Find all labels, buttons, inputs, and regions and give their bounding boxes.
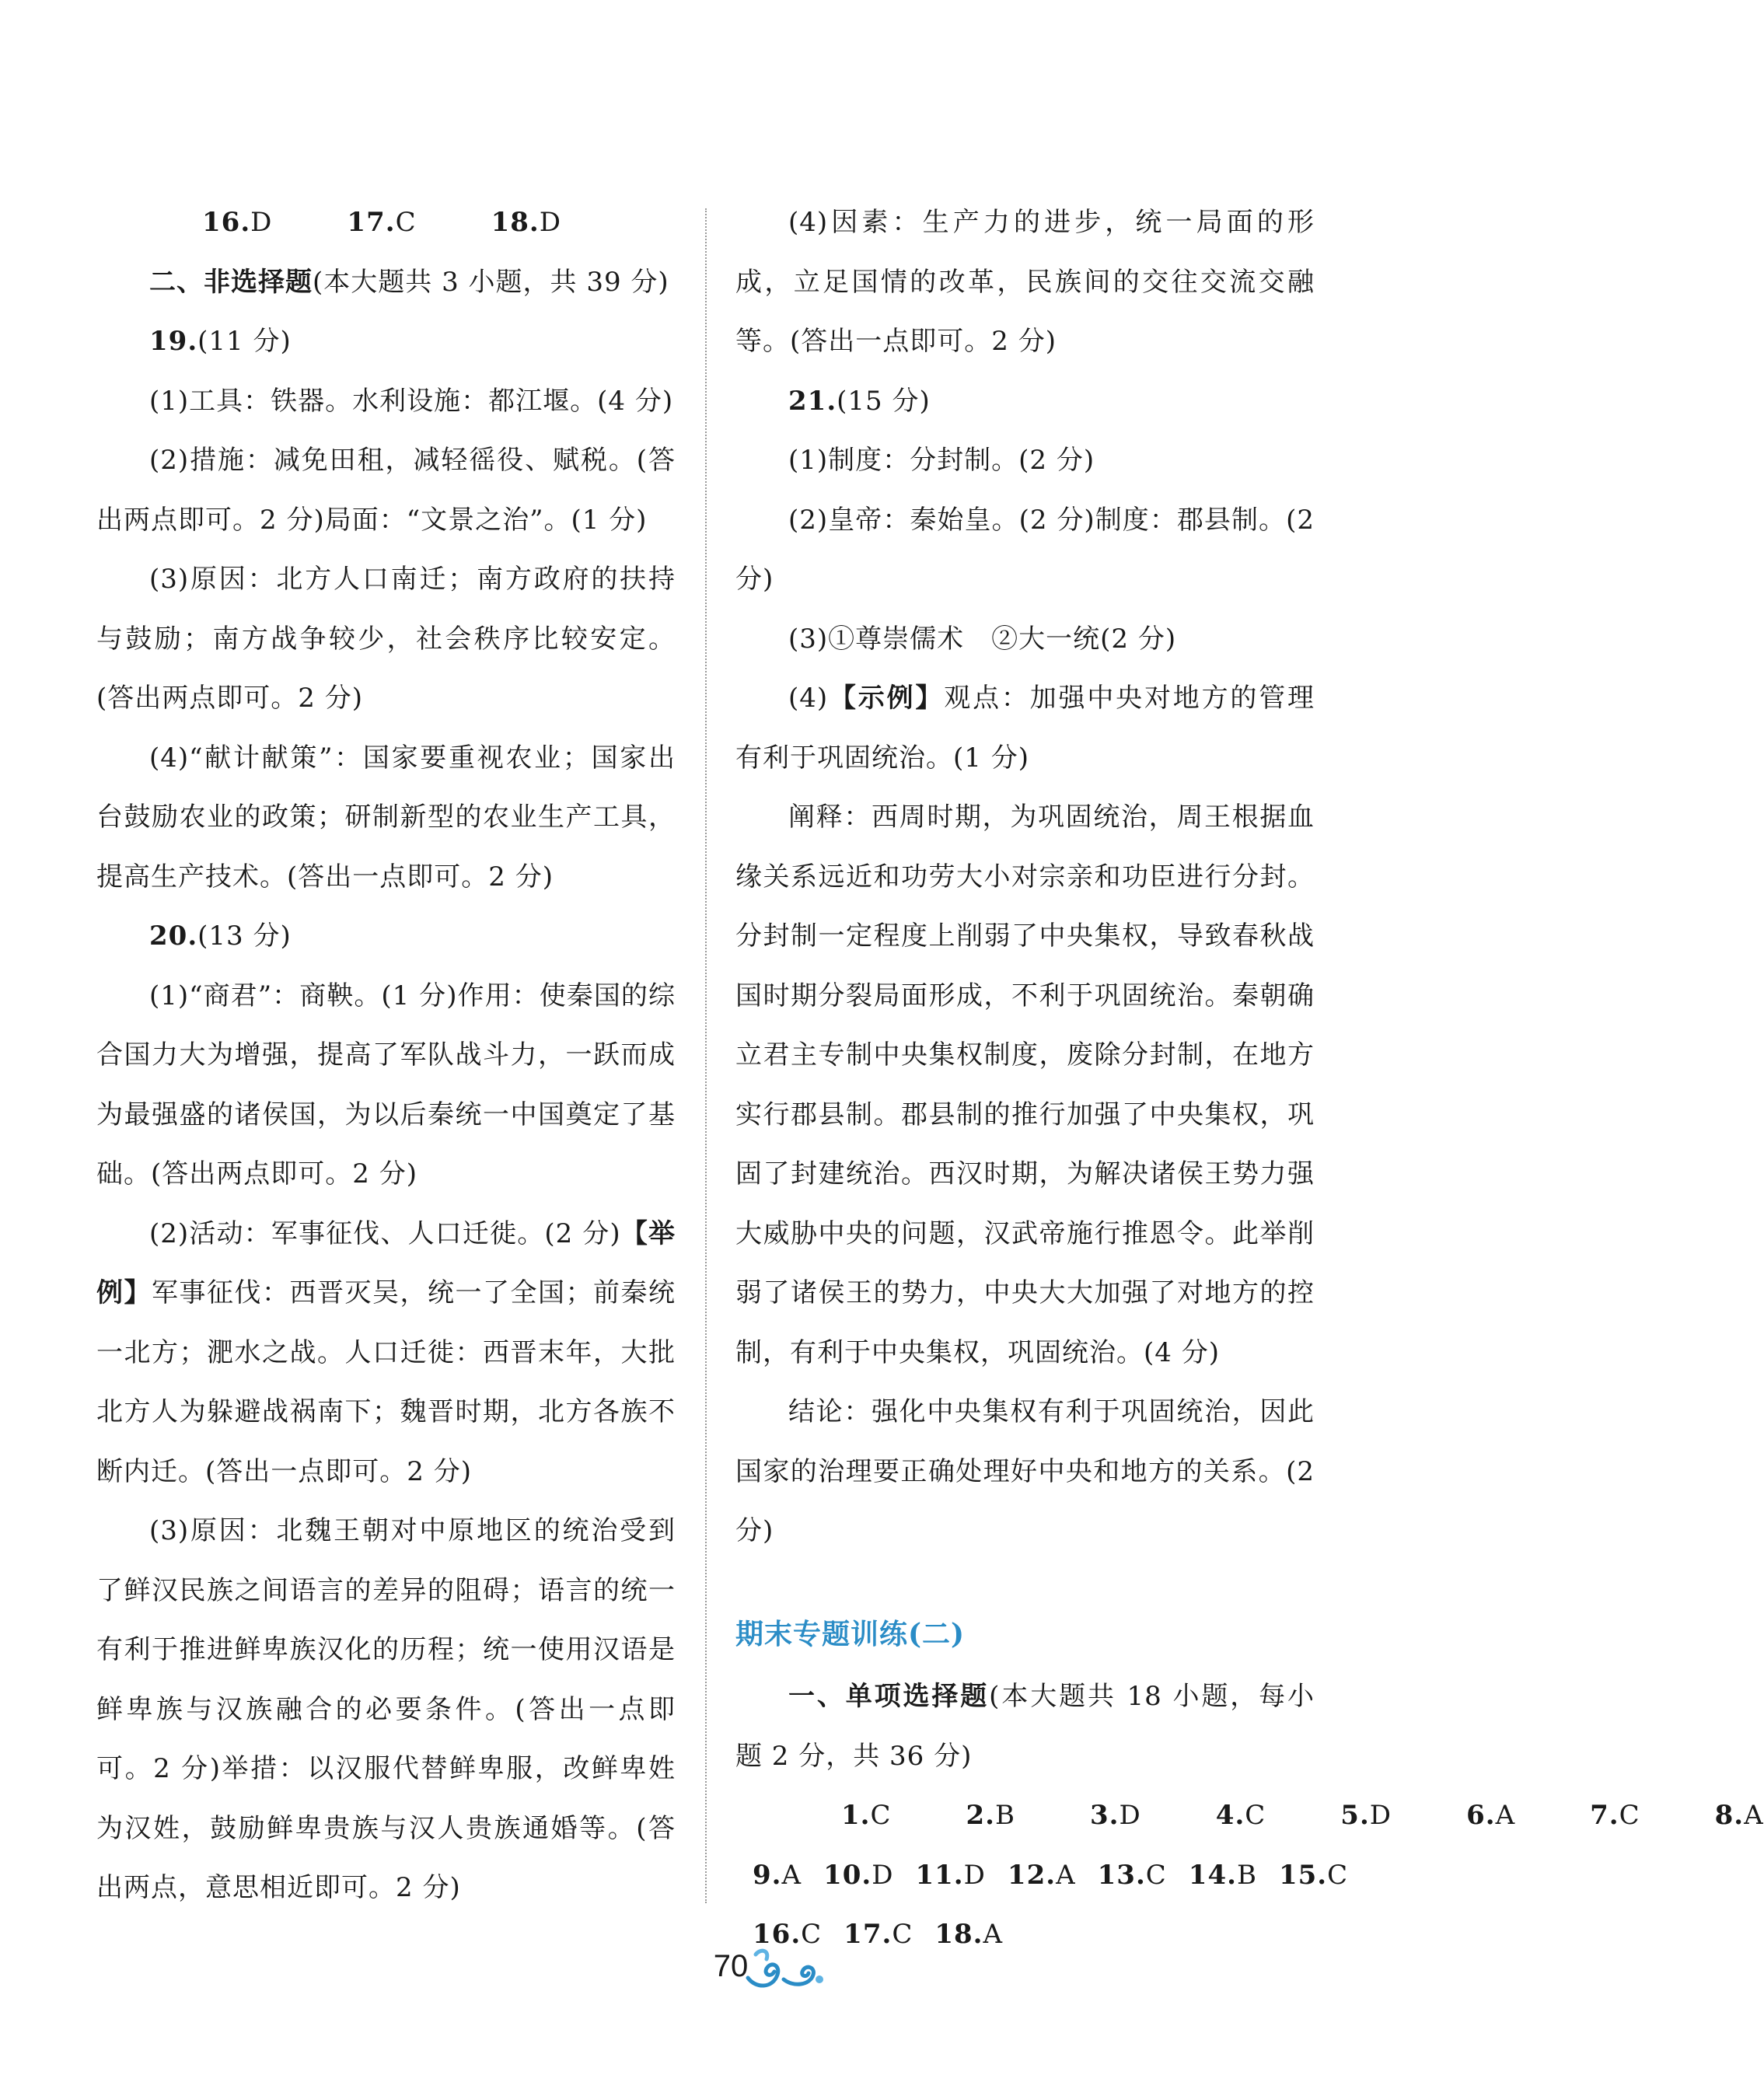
q19-part1: (1)工具：铁器。水利设施：都江堰。(4 分) [149, 385, 674, 417]
swirl-logo-icon [739, 1944, 840, 1990]
answer-item: 17.C [347, 207, 417, 238]
answer-row-16-18 [96, 193, 676, 253]
q21-part2: (2)皇帝：秦始皇。(2 分)制度：郡县制。(2 分) [735, 504, 1315, 595]
answer-item: 15.C [1278, 1859, 1349, 1891]
q21-explanation: 阐释：西周时期，为巩固统治，周王根据血缘关系远近和功劳大小对宗亲和功臣进行分封。分封制一定程度上削弱了中央集权，导致春秋战国时期分裂局面形成，不利于巩固统治。秦朝确立君主专制中央集权制度，废除分封制，在地方实行郡县制。郡县制的推行加强了中央集权，巩固了封建统治。西汉时期，为解决诸侯王势力强大威胁中央的问题，汉武帝施行推恩令。此举削弱了诸侯王的势力，中央大大加强了对地方的控制，有利于中央集权，巩固统治。(4 分) [735, 802, 1315, 1368]
section-heading-nonchoice: 二、非选择题(本大题共 3 小题，共 39 分) [149, 266, 669, 298]
answer-row-9-15 [735, 1846, 1349, 1906]
answer-item: 14.B [1188, 1859, 1257, 1891]
answer-item: 17.C [844, 1919, 913, 1950]
q19-part2: (2)措施：减免田租，减轻徭役、赋税。(答出两点即可。2 分)局面：“文景之治”。(1 分) [96, 445, 676, 536]
q20-part4: (4)因素：生产力的进步，统一局面的形成，立足国情的改革，民族间的交往交流交融等。(答出一点即可。2 分) [735, 207, 1315, 357]
q21-part1: (1)制度：分封制。(2 分) [788, 445, 1095, 476]
answer-item: 10.D [823, 1859, 894, 1891]
q21-part3: (3)①尊崇儒术 ②大一统(2 分) [788, 623, 1177, 655]
left-column [96, 193, 676, 1918]
answer-item: 18.D [491, 207, 562, 238]
question-20-heading: 20.(13 分) [149, 920, 292, 952]
q21-conclusion: 结论：强化中央集权有利于巩固统治，因此国家的治理要正确处理好中央和地方的关系。(2 分) [735, 1396, 1315, 1546]
q20-part1: (1)“商君”：商鞅。(1 分)作用：使秦国的综合国力大为增强，提高了军队战斗力，一跃而成为最强盛的诸侯国，为以后秦统一中国奠定了基础。(答出两点即可。2 分) [96, 980, 676, 1189]
answer-item: 7.C [1590, 1800, 1640, 1831]
answer-item: 3.D [1090, 1800, 1141, 1831]
answer-row-1-8 [735, 1786, 1764, 1846]
section-heading-choice: 一、单项选择题(本大题共 18 小题，每小题 2 分，共 36 分) [735, 1681, 1315, 1772]
column-divider [705, 208, 707, 1903]
answer-item: 16.D [202, 207, 273, 238]
answer-item: 9.A [753, 1859, 802, 1891]
answer-item: 12.A [1007, 1859, 1076, 1891]
answer-item: 13.C [1097, 1859, 1167, 1891]
answer-item: 5.D [1340, 1800, 1392, 1831]
answer-item: 8.A [1714, 1800, 1764, 1831]
question-19-heading: 19.(11 分) [149, 326, 292, 357]
page-number: 70 [713, 1949, 749, 1983]
q19-part3: (3)原因：北方人口南迁；南方政府的扶持与鼓励；南方战争较少，社会秩序比较安定。(答出两点即可。2 分) [96, 564, 676, 714]
q19-part4: (4)“献计献策”：国家要重视农业；国家出台鼓励农业的政策；研制新型的农业生产工具，提高生产技术。(答出一点即可。2 分) [96, 742, 676, 893]
answer-item: 11.D [915, 1859, 986, 1891]
q20-part2: (2)活动：军事征伐、人口迁徙。(2 分)【举例】军事征伐：西晋灭吴，统一了全国；前秦统一北方；淝水之战。人口迁徙：西晋末年，大批北方人为躲避战祸南下；魏晋时期，北方各族不断内迁。(答出一点即可。2 分) [96, 1217, 676, 1487]
answer-item: 18.A [934, 1919, 1004, 1950]
q20-part3: (3)原因：北魏王朝对中原地区的统治受到了鲜汉民族之间语言的差异的阻碍；语言的统一有利于推进鲜卑族汉化的历程；统一使用汉语是鲜卑族与汉族融合的必要条件。(答出一点即可。2 分)举措：以汉服代替鲜卑服，改鲜卑姓为汉姓，鼓励鲜卑贵族与汉人贵族通婚等。(答出两点，意思相近即可。2 分) [96, 1515, 676, 1903]
answer-item: 1.C [841, 1800, 892, 1831]
answer-item: 6.A [1466, 1800, 1516, 1831]
section-title: 期末专题训练(二) [735, 1617, 966, 1651]
answer-item: 16.C [753, 1919, 823, 1950]
right-column [735, 193, 1764, 1965]
q21-part4: (4)【示例】观点：加强中央对地方的管理有利于巩固统治。(1 分) [735, 683, 1315, 774]
question-21-heading: 21.(15 分) [788, 385, 931, 417]
answer-item: 4.C [1215, 1800, 1266, 1831]
answer-item: 2.B [966, 1800, 1016, 1831]
